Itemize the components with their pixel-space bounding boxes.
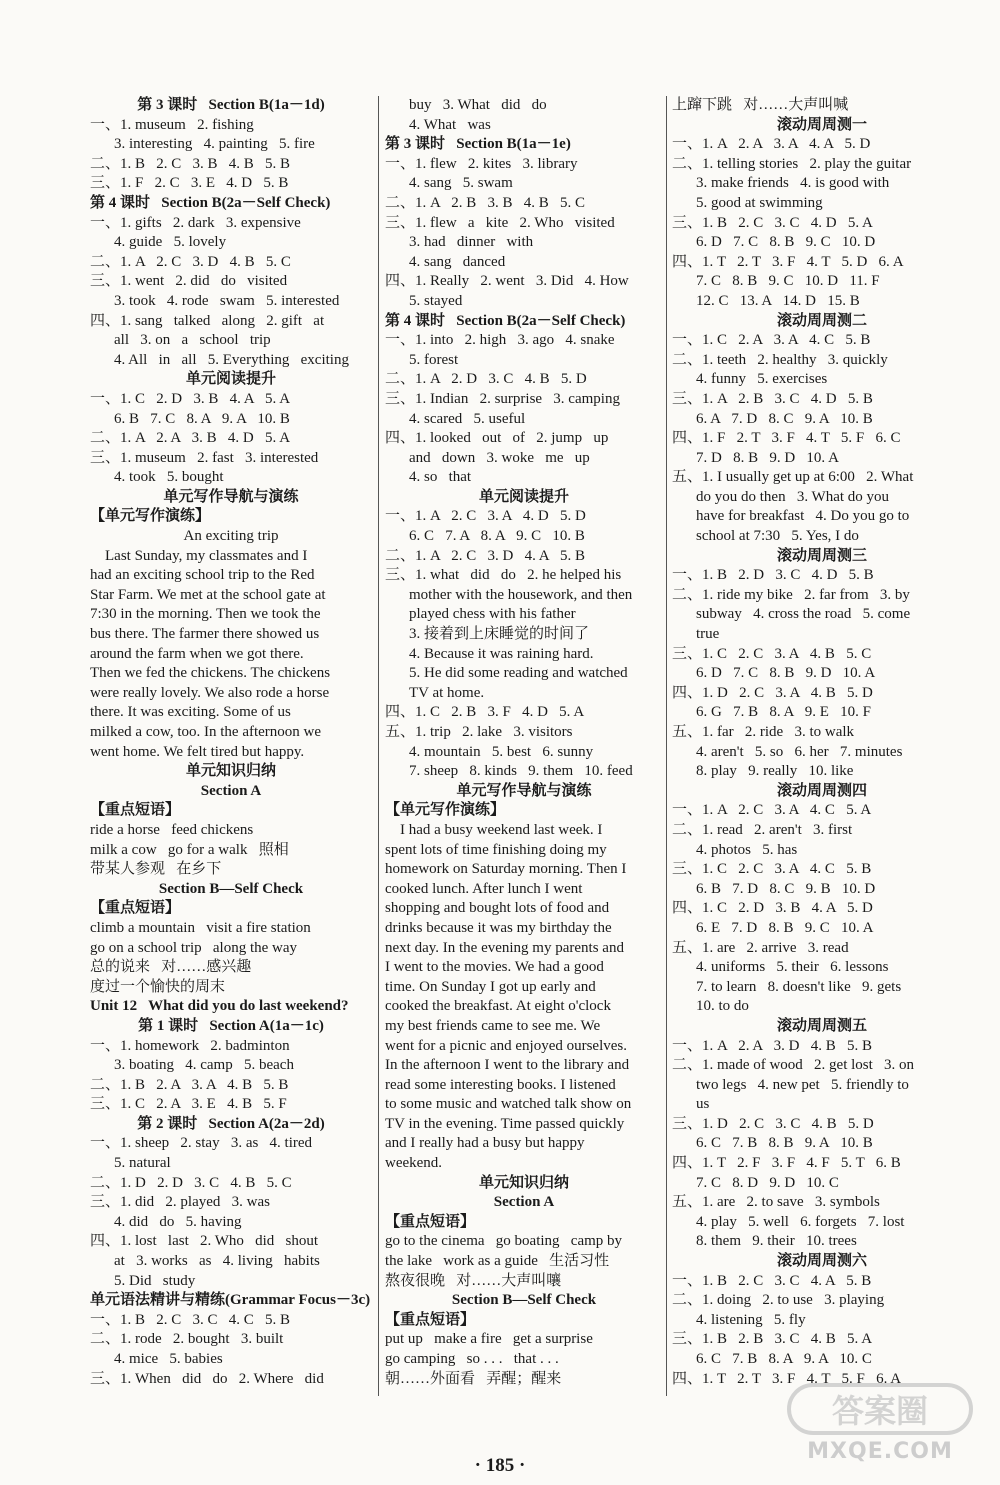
text-line: homework on Saturday morning. Then I <box>385 861 627 878</box>
text-line: bus there. The farmer there showed us <box>90 626 320 643</box>
text-line: 滚动周周测一 <box>776 116 867 133</box>
text-line: 一、1. B 2. D 3. C 4. D 5. B <box>672 567 874 584</box>
text-line: 10. to do <box>696 998 749 1015</box>
text-line: 二、1. A 2. B 3. B 4. B 5. C <box>385 194 586 211</box>
text-line: 四、1. Really 2. went 3. Did 4. How <box>385 273 629 290</box>
text-line: 4. mountain 5. best 6. sunny <box>409 743 594 760</box>
text-line: 一、1. into 2. high 3. ago 4. snake <box>385 332 615 349</box>
text-line: 滚动周周测五 <box>776 1017 867 1034</box>
text-line: I went to the movies. We had a good <box>385 959 604 976</box>
text-line: and down 3. woke me up <box>409 449 590 466</box>
text-line: 二、1. telling stories 2. play the guitar <box>672 155 912 172</box>
text-line: 4. sang danced <box>409 253 506 270</box>
text-line: climb a mountain visit a fire station <box>90 919 311 936</box>
text-line: 6. B 7. D 8. C 9. B 10. D <box>696 880 876 897</box>
text-line: and I really had a busy but happy <box>385 1135 585 1152</box>
text-line: us <box>696 1096 710 1113</box>
watermark-logo-icon <box>785 1379 975 1439</box>
text-line: 四、1. looked out of 2. jump up <box>385 430 609 447</box>
watermark-logo-text: 答案圈 <box>831 1392 929 1430</box>
text-line: 一、1. homework 2. badminton <box>90 1037 290 1054</box>
text-line: 滚动周周测三 <box>776 547 867 564</box>
text-line: 三、1. C 2. C 3. A 4. C 5. B <box>672 861 872 878</box>
text-line: the lake work as a guide 生活习性 <box>385 1253 610 1270</box>
text-line: 三、1. B 2. B 3. C 4. B 5. A <box>672 1331 873 1348</box>
text-line: 滚动周周测四 <box>776 782 867 799</box>
text-line: drinks because it was my birthday the <box>385 919 612 936</box>
middle-column <box>385 96 663 1389</box>
text-line: 4. took 5. bought <box>114 469 224 486</box>
text-line: were really lovely. We also rode a horse <box>90 684 330 701</box>
text-line: 三、1. A 2. B 3. C 4. D 5. B <box>672 390 873 407</box>
text-line: 三、1. Indian 2. surprise 3. camping <box>385 390 620 407</box>
text-line: 4. listening 5. fly <box>696 1311 806 1328</box>
column-divider <box>378 96 379 1396</box>
text-line: 第 3 课时 Section B(1a－1e) <box>385 136 571 153</box>
text-line: 7. C 8. B 9. C 10. D 11. F <box>696 273 880 290</box>
text-line: 4. scared 5. useful <box>409 410 526 427</box>
text-line: 二、1. A 2. D 3. C 4. B 5. D <box>385 371 587 388</box>
text-line: 五、1. far 2. ride 3. to walk <box>672 724 855 740</box>
text-line: TV at home. <box>409 684 485 701</box>
text-line: 3. took 4. rode swam 5. interested <box>114 292 340 309</box>
text-line: cooked the breakfast. At eight o'clock <box>385 998 611 1015</box>
text-line: Unit 12 What did you do last weekend? <box>90 998 349 1015</box>
text-line: 6. D 7. C 8. B 9. D 10. A <box>696 665 876 682</box>
text-line: 滚动周周测六 <box>776 1253 867 1270</box>
text-line: 带某人参观 在乡下 <box>90 861 222 878</box>
text-line: 6. E 7. D 8. B 9. C 10. A <box>696 919 874 936</box>
text-line: milk a cow go for a walk 照相 <box>90 841 289 858</box>
text-line: Last Sunday, my classmates and I <box>90 547 308 564</box>
text-line: 二、1. teeth 2. healthy 3. quickly <box>672 351 888 368</box>
text-line: 三、1. C 2. C 3. A 4. B 5. C <box>672 645 872 662</box>
text-line: 5. He did some reading and watched <box>409 665 628 682</box>
watermark-text: MXQE.COM <box>807 1439 953 1464</box>
text-line: Section B—Self Check <box>451 1292 597 1309</box>
right-column <box>672 96 972 1389</box>
text-line: 三、1. When did do 2. Where did <box>90 1370 324 1387</box>
text-line: 朝……外面看 弄醒；醒来 <box>385 1370 562 1387</box>
text-line: 4. uniforms 5. their 6. lessons <box>696 959 889 976</box>
text-line: 三、1. what did do 2. he helped his <box>385 567 622 584</box>
text-line: school at 7:30 5. Yes, I do <box>696 528 859 545</box>
text-line: 四、1. C 2. D 3. B 4. A 5. D <box>672 900 873 917</box>
text-line: 3. boating 4. camp 5. beach <box>114 1057 294 1074</box>
text-line: 三、1. did 2. played 3. was <box>90 1194 270 1211</box>
text-line: 4. guide 5. lovely <box>114 234 227 251</box>
text-line: 【重点短语】 <box>90 802 181 819</box>
text-line: 7. D 8. B 9. D 10. A <box>696 449 839 466</box>
text-line: 3. interesting 4. painting 5. fire <box>114 136 315 153</box>
text-line: Star Farm. We met at the school gate at <box>90 586 326 603</box>
text-line: 6. C 7. A 8. A 9. C 10. B <box>409 528 585 545</box>
text-line: 滚动周周测二 <box>776 312 867 329</box>
text-line: 【单元写作演练】 <box>90 508 211 525</box>
text-line: ride a horse feed chickens <box>90 821 254 838</box>
text-line: 一、1. gifts 2. dark 3. expensive <box>90 214 301 231</box>
text-line: 12. C 13. A 14. D 15. B <box>696 292 860 309</box>
text-line: 一、1. A 2. C 3. A 4. D 5. D <box>385 508 586 525</box>
text-line: 四、1. sang talked along 2. gift at <box>90 312 325 329</box>
text-line: 4. photos 5. has <box>696 841 798 858</box>
text-line: 4. aren't 5. so 6. her 7. minutes <box>696 743 903 760</box>
text-line: 单元知识归纳 <box>185 763 276 780</box>
text-line: 二、1. A 2. C 3. D 4. A 5. B <box>385 547 586 564</box>
text-line: 四、1. F 2. T 3. F 4. T 5. F 6. C <box>672 430 901 447</box>
text-line: 单元阅读提升 <box>185 371 276 388</box>
text-line: 度过一个愉快的周末 <box>90 978 226 995</box>
text-line: 第 3 课时 Section B(1a－1d) <box>137 97 325 113</box>
text-line: 5. Did study <box>114 1272 196 1289</box>
text-line: Section A <box>493 1194 555 1211</box>
text-line: 二、1. B 2. C 3. B 4. B 5. B <box>90 155 291 172</box>
text-line: 【重点短语】 <box>90 900 181 917</box>
text-line: 三、1. C 2. A 3. E 4. B 5. F <box>90 1096 287 1113</box>
text-line: 一、1. flew 2. kites 3. library <box>385 155 578 172</box>
text-line: mother with the housework, and then <box>409 586 633 603</box>
text-line: 二、1. rode 2. bought 3. built <box>90 1331 284 1348</box>
watermark <box>785 1379 975 1471</box>
text-line: there. It was exciting. Some of us <box>90 704 291 721</box>
text-line: cooked lunch. After lunch I went <box>385 880 583 897</box>
text-line: 3. 接着到上床睡觉的时间了 <box>409 626 590 643</box>
text-line: 单元语法精讲与精练(Grammar Focus－3c) <box>90 1292 371 1309</box>
text-line: 4. sang 5. swam <box>409 175 513 192</box>
text-line: have for breakfast 4. Do you go to <box>696 508 910 525</box>
text-line: do you do then 3. What do you <box>696 488 890 505</box>
text-line: read some interesting books. I listened <box>385 1076 616 1093</box>
page-number: · 185 · <box>474 1455 526 1476</box>
text-line: 四、1. lost last 2. Who did shout <box>90 1233 319 1250</box>
text-line: subway 4. cross the road 5. come <box>696 606 911 623</box>
text-line: 4. mice 5. babies <box>114 1351 223 1367</box>
text-line: 总的说来 对……感兴趣 <box>90 959 252 976</box>
text-line: 5. good at swimming <box>696 194 823 211</box>
text-line: In the afternoon I went to the library and <box>385 1057 630 1074</box>
text-line: 单元写作导航与演练 <box>163 488 299 505</box>
text-line: 5. natural <box>114 1155 171 1172</box>
text-line: 6. C 7. B 8. A 9. A 10. C <box>696 1351 872 1367</box>
text-line: 五、1. trip 2. lake 3. visitors <box>385 724 573 740</box>
text-line: 二、1. made of wood 2. get lost 3. on <box>672 1057 915 1074</box>
text-line: 4. Because it was raining hard. <box>409 645 594 662</box>
text-line: 单元写作导航与演练 <box>456 782 592 799</box>
text-line: 二、1. read 2. aren't 3. first <box>672 821 853 838</box>
text-line: 4. All in all 5. Everything exciting <box>114 351 349 368</box>
text-line: 7:30 in the morning. Then we took the <box>90 606 321 623</box>
text-line: 【重点短语】 <box>385 1213 476 1230</box>
text-line: 单元阅读提升 <box>478 488 569 505</box>
text-line: 6. G 7. B 8. A 9. E 10. F <box>696 704 872 721</box>
text-line: 3. had dinner with <box>409 234 534 251</box>
text-line: 一、1. museum 2. fishing <box>90 116 254 133</box>
text-line: go on a school trip along the way <box>90 939 298 956</box>
text-line: at 3. works as 4. living habits <box>114 1253 320 1270</box>
text-line: 7. C 8. D 9. D 10. C <box>696 1174 839 1191</box>
text-line: 7. to learn 8. doesn't like 9. gets <box>696 978 902 995</box>
text-line: had an exciting school trip to the Red <box>90 567 315 584</box>
left-column <box>90 96 372 1389</box>
text-line: milked a cow, too. In the afternoon we <box>90 724 322 740</box>
text-line: all 3. on a school trip <box>114 332 271 349</box>
text-line: 五、1. are 2. arrive 3. read <box>672 939 849 956</box>
text-line: 三、1. museum 2. fast 3. interested <box>90 449 319 466</box>
text-line: 4. did do 5. having <box>114 1213 242 1230</box>
text-line: 第 1 课时 Section A(1a－1c) <box>138 1017 324 1034</box>
text-line: 二、1. D 2. D 3. C 4. B 5. C <box>90 1174 292 1191</box>
text-line: 6. C 7. B 8. B 9. A 10. B <box>696 1135 873 1152</box>
text-line: 五、1. are 2. to save 3. symbols <box>672 1194 880 1211</box>
column-divider <box>666 96 667 1396</box>
text-line: 四、1. D 2. C 3. A 4. B 5. D <box>672 684 873 701</box>
text-line: 一、1. C 2. D 3. B 4. A 5. A <box>90 390 291 407</box>
text-line: 三、1. B 2. C 3. C 4. D 5. A <box>672 214 873 231</box>
text-line: 7. sheep 8. kinds 9. them 10. feed <box>409 763 633 780</box>
text-line: around the farm when we got there. <box>90 645 304 662</box>
text-line: went for a picnic and enjoyed ourselves. <box>385 1037 627 1054</box>
text-line: played chess with his father <box>409 606 576 623</box>
text-line: 二、1. ride my bike 2. far from 3. by <box>672 586 910 603</box>
text-line: 单元知识归纳 <box>478 1174 569 1191</box>
text-line: 4. funny 5. exercises <box>696 371 828 388</box>
text-line: two legs 4. new pet 5. friendly to <box>696 1076 909 1093</box>
text-line: 四、1. T 2. F 3. F 4. F 5. T 6. B <box>672 1155 901 1172</box>
text-line: 一、1. A 2. A 3. D 4. B 5. B <box>672 1037 873 1054</box>
text-line: Then we fed the chickens. The chickens <box>90 665 331 682</box>
text-line: 二、1. doing 2. to use 3. playing <box>672 1292 885 1309</box>
text-line: Section B—Self Check <box>158 880 304 897</box>
text-line: 【单元写作演练】 <box>385 802 506 819</box>
text-line: my best friends came to see me. We <box>385 1017 601 1034</box>
text-line: 第 4 课时 Section B(2a－Self Check) <box>90 194 331 211</box>
text-line: buy 3. What did do <box>409 97 547 113</box>
text-line: 二、1. B 2. A 3. A 4. B 5. B <box>90 1076 289 1093</box>
text-line: 4. so that <box>409 469 472 486</box>
text-line: 3. make friends 4. is good with <box>696 175 890 192</box>
text-line: 四、1. T 2. T 3. F 4. T 5. F 6. A <box>672 1370 902 1387</box>
text-line: 【重点短语】 <box>385 1311 476 1328</box>
text-line: 5. forest <box>409 351 459 368</box>
text-line: An exciting trip <box>183 528 279 545</box>
text-line: 一、1. A 2. A 3. A 4. A 5. D <box>672 136 871 153</box>
text-line: 8. them 9. their 10. trees <box>696 1233 857 1250</box>
text-line: 第 4 课时 Section B(2a－Self Check) <box>385 312 626 329</box>
text-line: spent lots of time finishing doing my <box>385 841 607 858</box>
text-line: go camping so . . . that . . . <box>385 1351 559 1367</box>
text-line: 二、1. A 2. C 3. D 4. B 5. C <box>90 253 291 270</box>
text-line: Section A <box>200 782 262 799</box>
text-line: 一、1. C 2. A 3. A 4. C 5. B <box>672 332 871 349</box>
text-line: 三、1. F 2. C 3. E 4. D 5. B <box>90 175 289 192</box>
text-line: 三、1. flew a kite 2. Who visited <box>385 214 615 231</box>
text-line: 4. play 5. well 6. forgets 7. lost <box>696 1213 905 1230</box>
text-line: next day. In the evening my parents and <box>385 939 624 956</box>
text-line: 一、1. sheep 2. stay 3. as 4. tired <box>90 1135 313 1152</box>
text-line: true <box>696 626 720 643</box>
text-line: 四、1. T 2. T 3. F 4. T 5. D 6. A <box>672 253 904 270</box>
text-line: went home. We felt tired but happy. <box>90 743 305 760</box>
text-line: 四、1. C 2. B 3. F 4. D 5. A <box>385 704 585 721</box>
text-line: 三、1. D 2. C 3. C 4. B 5. D <box>672 1115 874 1132</box>
text-line: 一、1. A 2. C 3. A 4. C 5. A <box>672 802 872 819</box>
text-line: 5. stayed <box>409 292 463 309</box>
text-line: 8. play 9. really 10. like <box>696 763 854 780</box>
text-line: TV in the evening. Time passed quickly <box>385 1115 625 1132</box>
text-line: time. On Sunday I got up early and <box>385 978 596 995</box>
text-line: go to the cinema go boating camp by <box>385 1233 623 1250</box>
text-line: to some music and watched talk show on <box>385 1096 632 1113</box>
text-line: 6. D 7. C 8. B 9. C 10. D <box>696 234 876 251</box>
text-line: 4. What was <box>409 116 491 133</box>
text-line: 6. B 7. C 8. A 9. A 10. B <box>114 410 290 427</box>
text-line: 上蹿下跳 对……大声叫喊 <box>672 97 849 113</box>
text-line: shopping and bought lots of food and <box>385 900 610 917</box>
text-line: 第 2 课时 Section A(2a－2d) <box>137 1115 325 1132</box>
text-line: 五、1. I usually get up at 6:00 2. What <box>672 469 914 486</box>
text-line: 熬夜很晚 对……大声叫嚷 <box>385 1272 562 1289</box>
text-line: I had a busy weekend last week. I <box>385 821 603 838</box>
text-line: 一、1. B 2. C 3. C 4. A 5. B <box>672 1272 872 1289</box>
text-line: 三、1. went 2. did do visited <box>90 273 288 290</box>
text-line: 一、1. B 2. C 3. C 4. C 5. B <box>90 1311 291 1328</box>
text-line: put up make a fire get a surprise <box>385 1331 593 1348</box>
text-line: 二、1. A 2. A 3. B 4. D 5. A <box>90 430 291 447</box>
text-line: 6. A 7. D 8. C 9. A 10. B <box>696 410 873 427</box>
text-line: weekend. <box>385 1155 443 1172</box>
